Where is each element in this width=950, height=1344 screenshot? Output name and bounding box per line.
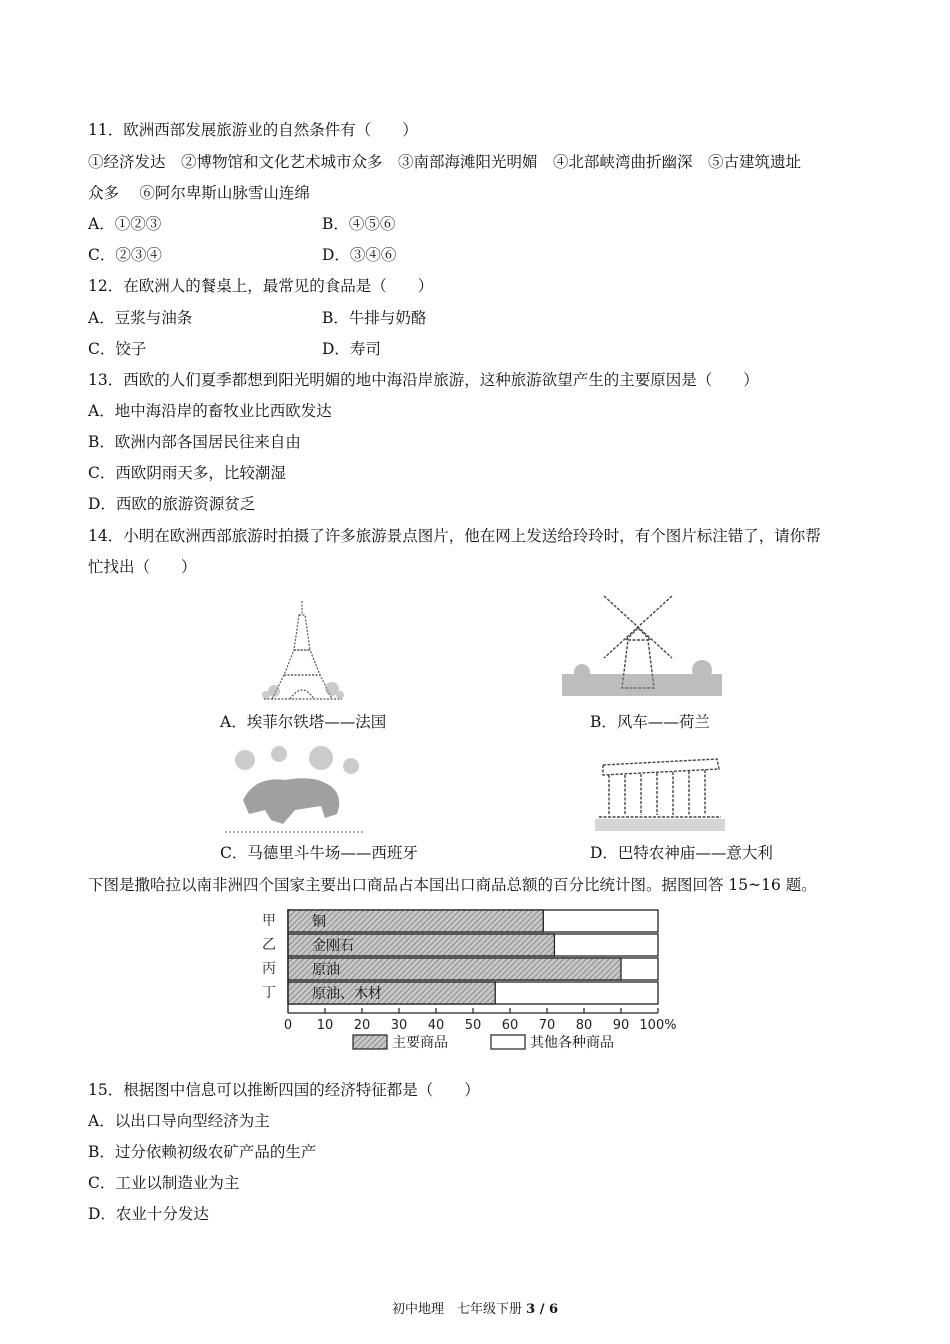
x-tick-label-8: 80	[575, 1018, 593, 1033]
q11-options-line1: ①经济发达 ②博物馆和文化艺术城市众多 ③南部海滩阳光明媚 ④北部峡湾曲折幽深 ⑤古建筑遗址	[88, 153, 802, 171]
legend-swatch-other	[491, 1035, 525, 1049]
q11-option-b: B．④⑤⑥	[322, 215, 396, 233]
q11-stem: 11．欧洲西部发展旅游业的自然条件有（ ）	[88, 121, 418, 139]
q14-stem-line1: 14．小明在欧洲西部旅游时拍摄了许多旅游景点图片，他在网上发送给玲玲时，有个图片标注错了，请你帮	[88, 527, 821, 545]
q13-stem: 13．西欧的人们夏季都想到阳光明媚的地中海沿岸旅游，这种旅游欲望产生的主要原因是（ ）	[88, 371, 759, 389]
legend-label-other: 其他各种商品	[530, 1035, 614, 1051]
x-tick-label-0: 0	[283, 1018, 293, 1033]
bar-product-label-1: 金刚石	[312, 938, 354, 954]
row-label-1: 乙	[262, 937, 276, 953]
q11-options-line2: 众多 ⑥阿尔卑斯山脉雪山连绵	[88, 184, 310, 202]
eiffel-tower-image	[252, 595, 352, 703]
x-tick-label-3: 30	[390, 1018, 408, 1033]
q14-stem-line2: 忙找出（ ）	[88, 558, 197, 576]
windmill-image	[562, 588, 722, 700]
q12-option-d: D．寿司	[322, 340, 381, 358]
q11-option-d: D．③④⑥	[322, 246, 397, 264]
x-tick-label-5: 50	[464, 1018, 482, 1033]
x-tick-label-10: 100%	[639, 1018, 677, 1033]
legend-label-main: 主要商品	[392, 1035, 448, 1051]
page-footer	[0, 1301, 950, 1319]
q14-option-b: B．风车——荷兰	[590, 713, 710, 731]
bullring-image	[225, 740, 365, 838]
q12-stem: 12．在欧洲人的餐桌上，最常见的食品是（ ）	[88, 277, 434, 295]
bar-product-label-0: 铜	[312, 914, 326, 930]
x-tick-label-7: 70	[538, 1018, 556, 1033]
bar-product-label-2: 原油	[312, 962, 340, 978]
q12-option-b: B．牛排与奶酪	[322, 309, 427, 327]
bar-main-0	[288, 910, 543, 932]
q13-option-c: C．西欧阴雨天多，比较潮湿	[88, 464, 286, 482]
x-tick-label-6: 60	[501, 1018, 519, 1033]
q14-option-a: A．埃菲尔铁塔——法国	[220, 713, 387, 731]
q12-option-a: A．豆浆与油条	[88, 309, 193, 327]
q13-option-d: D．西欧的旅游资源贫乏	[88, 495, 256, 513]
row-label-3: 丁	[262, 985, 276, 1001]
q14-option-d: D．巴特农神庙——意大利	[590, 844, 773, 862]
x-tick-label-2: 20	[353, 1018, 371, 1033]
footer-text: 初中地理 七年级下册	[391, 1302, 522, 1317]
chart-intro: 下图是撒哈拉以南非洲四个国家主要出口商品占本国出口商品总额的百分比统计图。据图回答 15~16 题。	[88, 876, 817, 894]
parthenon-image	[595, 745, 725, 833]
q12-option-c: C．饺子	[88, 340, 147, 358]
page-number: 3 / 6	[526, 1302, 559, 1317]
q15-option-b: B．过分依赖初级农矿产品的生产	[88, 1143, 317, 1161]
bar-product-label-3: 原油、木材	[312, 986, 382, 1002]
row-label-2: 丙	[262, 961, 276, 977]
q13-option-a: A．地中海沿岸的畜牧业比西欧发达	[88, 402, 332, 420]
q11-option-c: C．②③④	[88, 246, 162, 264]
export-chart	[255, 905, 690, 1065]
q13-option-b: B．欧洲内部各国居民往来自由	[88, 433, 301, 451]
x-tick-label-9: 90	[612, 1018, 630, 1033]
q11-option-a: A．①②③	[88, 215, 162, 233]
row-label-0: 甲	[262, 913, 276, 929]
q15-stem: 15．根据图中信息可以推断四国的经济特征都是（ ）	[88, 1081, 480, 1099]
q15-option-c: C．工业以制造业为主	[88, 1174, 240, 1192]
q15-option-d: D．农业十分发达	[88, 1205, 209, 1223]
x-tick-label-4: 40	[427, 1018, 445, 1033]
q14-option-c: C．马德里斗牛场——西班牙	[220, 844, 418, 862]
q15-option-a: A．以出口导向型经济为主	[88, 1112, 270, 1130]
legend-swatch-main	[353, 1035, 387, 1049]
x-tick-label-1: 10	[316, 1018, 334, 1033]
